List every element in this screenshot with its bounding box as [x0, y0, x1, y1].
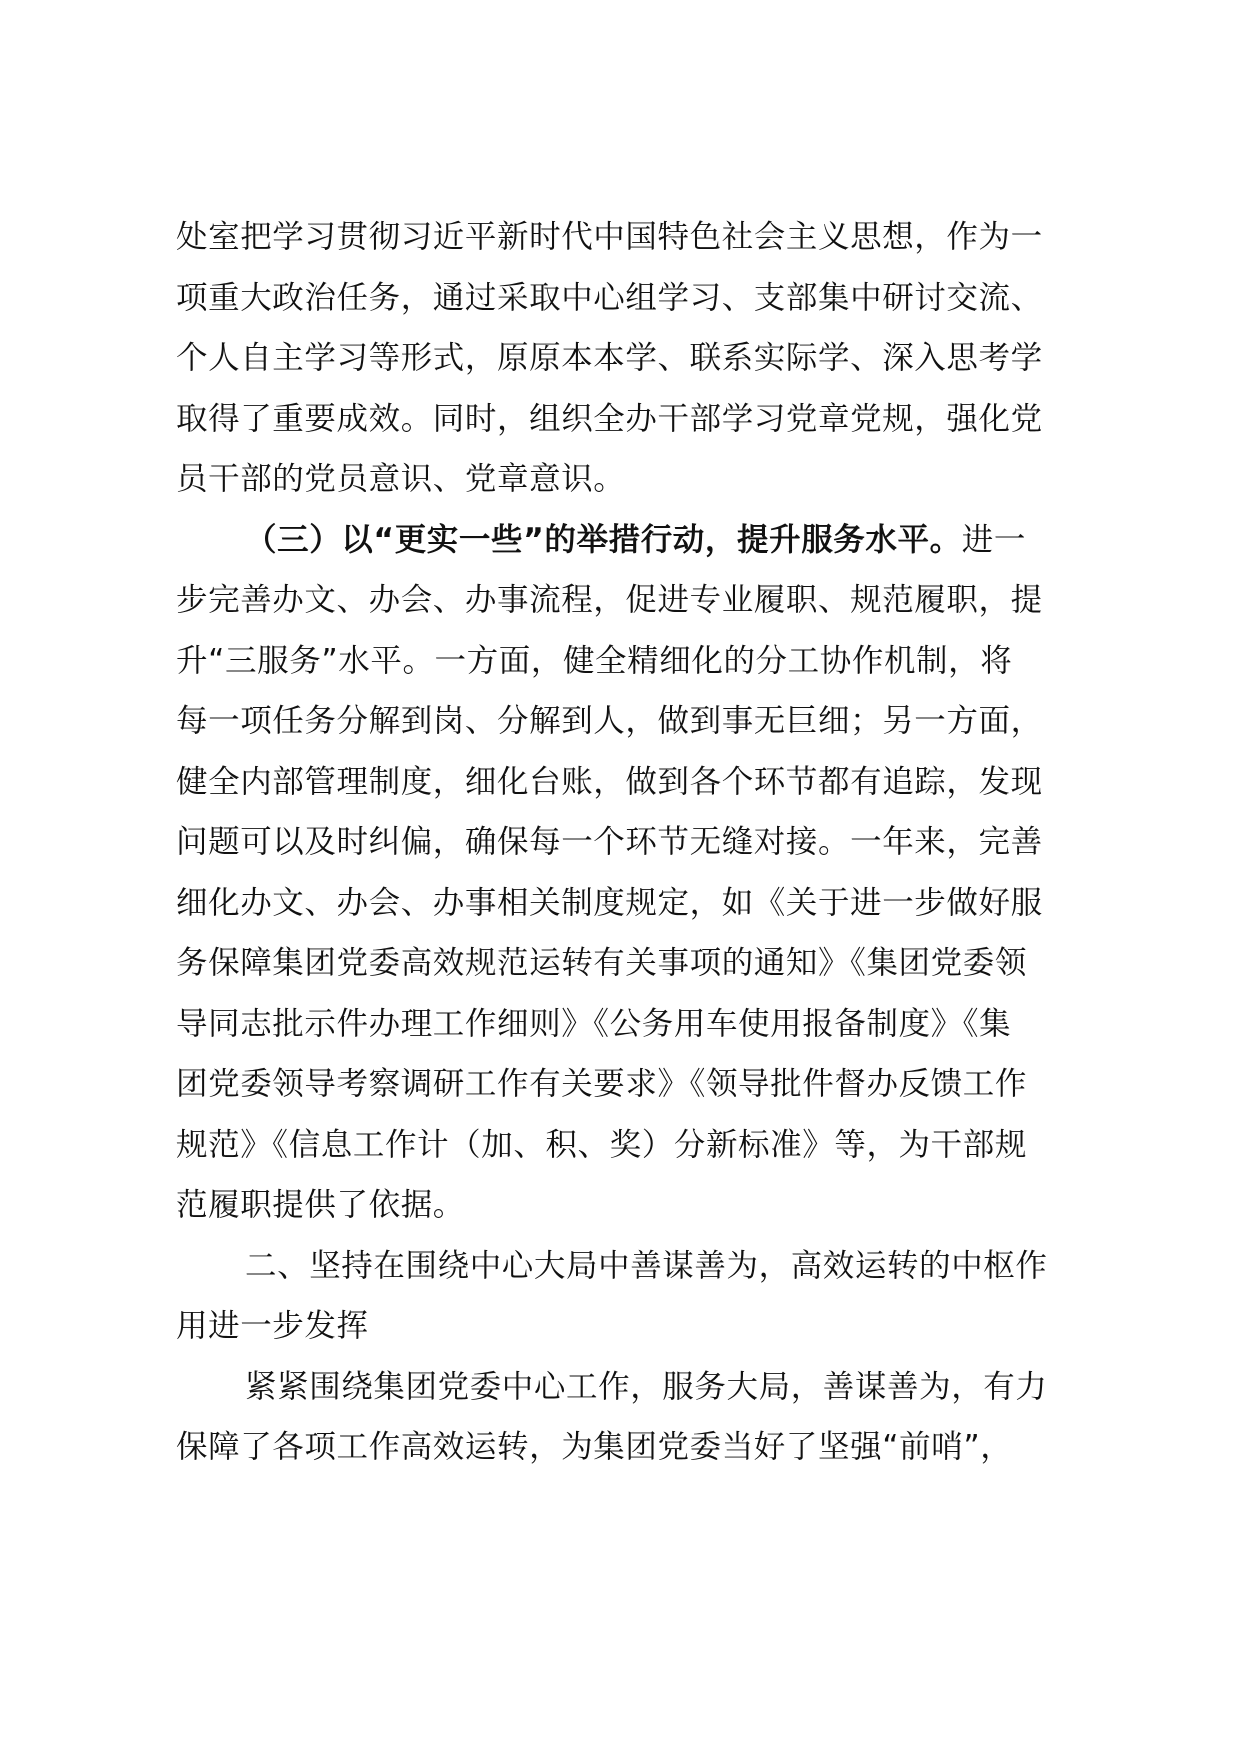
- text-line: 问题可以及时纠偏，确保每一个环节无缝对接。一年来，完善: [176, 824, 1043, 860]
- paragraph-center-work: [176, 1357, 1081, 1478]
- text-line: 员干部的党员意识、党章意识。: [176, 461, 626, 497]
- text-line: 取得了重要成效。同时，组织全办干部学习党章党规，强化党: [176, 400, 1043, 437]
- section-heading: [176, 1236, 1081, 1357]
- text-line: 范履职提供了依据。: [176, 1187, 465, 1223]
- subsection-heading: （三）以“更实一些”的举措行动，提升服务水平。: [245, 521, 962, 558]
- section-heading-line: 用进一步发挥: [176, 1308, 369, 1344]
- text-line: 团党委领导考察调研工作有关要求》《领导批件督办反馈工作: [176, 1066, 1027, 1102]
- text-line: 细化办文、办会、办事相关制度规定，如《关于进一步做好服: [176, 884, 1043, 921]
- text-line: 项重大政治任务，通过采取中心组学习、支部集中研讨交流、: [176, 279, 1043, 316]
- text-line: 保障了各项工作高效运转，为集团党委当好了坚强“前哨”，: [176, 1429, 1013, 1465]
- text-line: 紧紧围绕集团党委中心工作，服务大局，善谋善为，有力: [245, 1368, 1048, 1405]
- text-line: 步完善办文、办会、办事流程，促进专业履职、规范履职，提: [176, 582, 1043, 618]
- paragraph-service-level: [176, 510, 1081, 1236]
- text-line: 个人自主学习等形式，原原本本学、联系实际学、深入思考学: [176, 340, 1043, 376]
- text-line: 每一项任务分解到岗、分解到人，做到事无巨细；另一方面，: [176, 703, 1043, 739]
- text-line: 升“三服务”水平。一方面，健全精细化的分工协作机制，将: [176, 642, 1013, 679]
- paragraph-study-thought: [176, 207, 1081, 510]
- text-line: [176, 510, 1081, 571]
- document-body: [176, 207, 1081, 1478]
- text-line-rest: 进一: [961, 521, 1026, 558]
- section-heading-line: 二、坚持在围绕中心大局中善谋善为，高效运转的中枢作: [245, 1247, 1048, 1284]
- text-line: 健全内部管理制度，细化台账，做到各个环节都有追踪，发现: [176, 763, 1043, 800]
- text-line: 导同志批示件办理工作细则》《公务用车使用报备制度》《集: [176, 1005, 1012, 1042]
- text-line: 务保障集团党委高效规范运转有关事项的通知》《集团党委领: [176, 945, 1027, 981]
- text-line: 规范》《信息工作计（加、积、奖）分新标准》等，为干部规: [176, 1126, 1027, 1163]
- text-line: 处室把学习贯彻习近平新时代中国特色社会主义思想，作为一: [176, 219, 1043, 255]
